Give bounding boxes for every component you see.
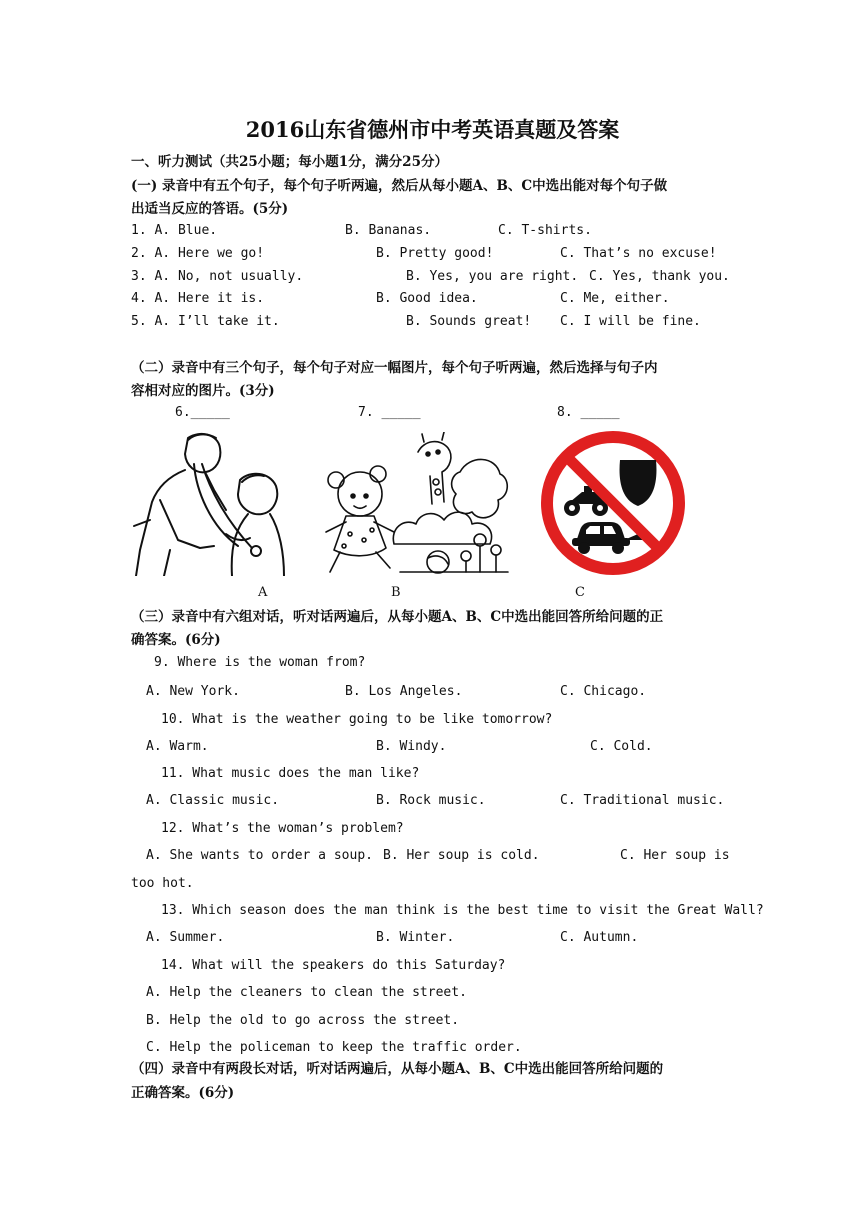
q5-option-c: C. I will be fine. [560, 314, 701, 329]
part4-instruction-line2: 正确答案。(6分) [131, 1085, 235, 1101]
q10-question: 10. What is the weather going to be like tomorrow? [161, 712, 553, 727]
page-title: 2016山东省德州市中考英语真题及答案 [245, 117, 620, 142]
q3-option-c: C. Yes, thank you. [589, 269, 730, 284]
blank-8: 8. _____ [557, 405, 620, 420]
part3-instruction-line2: 确答案。(6分) [131, 632, 221, 648]
picture-a-doctor-exam [130, 430, 286, 576]
q13-question: 13. Which season does the man think is the best time to visit the Great Wall? [161, 903, 764, 918]
picture-label-a: A [258, 585, 268, 600]
q11-question: 11. What music does the man like? [161, 766, 420, 781]
q5-option-b: B. Sounds great! [406, 314, 532, 329]
q12-option-a: A. She wants to order a soup. [146, 848, 373, 863]
q9-option-a: A. New York. [146, 684, 240, 699]
picture-c-no-drink-driving-sign [540, 430, 686, 576]
q9-option-c: C. Chicago. [560, 684, 647, 699]
q14-option-a: A. Help the cleaners to clean the street. [146, 985, 467, 1000]
q4-option-c: C. Me, either. [560, 291, 670, 306]
q10-option-a: A. Warm. [146, 739, 209, 754]
q12-option-c: C. Her soup is [620, 848, 730, 863]
q12-option-b: B. Her soup is cold. [383, 848, 540, 863]
q12-question: 12. What’s the woman’s problem? [161, 821, 404, 836]
q12-option-c-continued: too hot. [131, 876, 194, 891]
part3-instruction-line1: （三）录音中有六组对话，听对话两遍后，从每小题A、B、C中选出能回答所给问题的正 [131, 609, 664, 625]
part4-instruction-line1: （四）录音中有两段长对话，听对话两遍后，从每小题A、B、C中选出能回答所给问题的 [131, 1061, 664, 1077]
q14-option-c: C. Help the policeman to keep the traffic order. [146, 1040, 522, 1055]
q1-option-a: 1. A. Blue. [131, 223, 218, 238]
q10-option-b: B. Windy. [376, 739, 447, 754]
picture-label-b: B [391, 585, 401, 600]
q1-option-c: C. T-shirts. [498, 223, 592, 238]
q11-option-a: A. Classic music. [146, 793, 280, 808]
section-heading: 一、听力测试（共25小题；每小题1分，满分25分） [131, 154, 448, 170]
blank-6: 6._____ [175, 405, 230, 420]
part1-instruction-line2: 出适当反应的答语。(5分) [131, 201, 289, 217]
q11-option-c: C. Traditional music. [560, 793, 725, 808]
picture-label-c: C [575, 585, 585, 600]
q3-option-a: 3. A. No, not usually. [131, 269, 304, 284]
q13-option-a: A. Summer. [146, 930, 225, 945]
q3-option-b: B. Yes, you are right. [406, 269, 579, 284]
q11-option-b: B. Rock music. [376, 793, 486, 808]
q1-option-b: B. Bananas. [345, 223, 432, 238]
q14-question: 14. What will the speakers do this Saturday? [161, 958, 506, 973]
q10-option-c: C. Cold. [590, 739, 653, 754]
blank-7: 7. _____ [358, 405, 421, 420]
part2-instruction-line2: 容相对应的图片。(3分) [131, 383, 275, 399]
q2-option-a: 2. A. Here we go! [131, 246, 265, 261]
q2-option-b: B. Pretty good! [376, 246, 494, 261]
q13-option-b: B. Winter. [376, 930, 455, 945]
part1-instruction-line1: (一) 录音中有五个句子，每个句子听两遍，然后从每小题A、B、C中选出能对每个句子做 [131, 178, 668, 194]
q9-option-b: B. Los Angeles. [345, 684, 463, 699]
picture-b-girl-garden [320, 432, 512, 576]
q5-option-a: 5. A. I’ll take it. [131, 314, 280, 329]
q9-question: 9. Where is the woman from? [154, 655, 366, 670]
q14-option-b: B. Help the old to go across the street. [146, 1013, 460, 1028]
q2-option-c: C. That’s no excuse! [560, 246, 717, 261]
q13-option-c: C. Autumn. [560, 930, 639, 945]
part2-instruction-line1: （二）录音中有三个句子，每个句子对应一幅图片，每个句子听两遍，然后选择与句子内 [131, 360, 658, 376]
q4-option-b: B. Good idea. [376, 291, 478, 306]
q4-option-a: 4. A. Here it is. [131, 291, 265, 306]
